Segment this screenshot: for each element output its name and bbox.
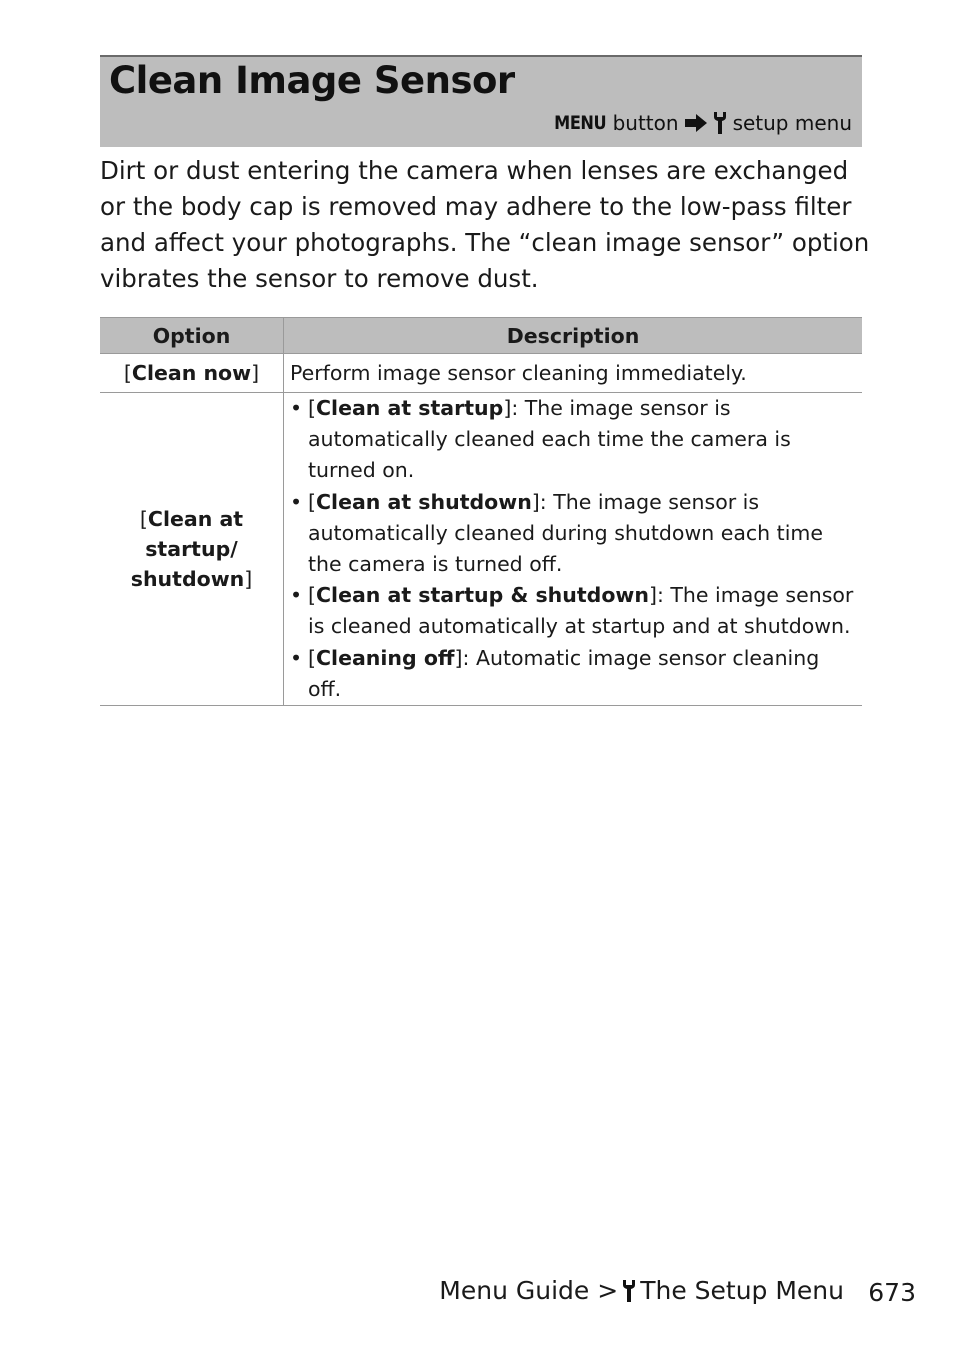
column-header-option: Option xyxy=(100,318,284,354)
menu-path xyxy=(545,111,852,135)
table-header-row xyxy=(100,318,862,354)
intro-paragraph: Dirt or dust entering the camera when lenses are exchanged or the body cap is removed may adhere to the low-pass filter and affect your photographs. The “clean image sensor” option vibrates the sensor to remove dust. xyxy=(100,156,870,293)
option-name-line1: Clean at xyxy=(147,507,244,532)
footer-section: Menu Guide > xyxy=(439,1276,619,1305)
option-name-line2: startup/ xyxy=(145,537,238,562)
list-item: • [Clean at startup & shutdown]: The image sensor is cleaned automatically at startup and at shutdown. xyxy=(290,580,856,642)
footer-breadcrumb xyxy=(439,1276,844,1305)
header-band xyxy=(100,55,862,147)
bullet-label: Clean at startup & shutdown xyxy=(316,583,649,608)
footer-chapter: The Setup Menu xyxy=(640,1276,844,1305)
menu-button-label: MENU xyxy=(554,112,607,134)
bullet-text: : The image sensor is automatically cleaned during shutdown each time the camera is turned off. xyxy=(308,489,824,577)
list-item: • [Clean at startup]: The image sensor is automatically cleaned each time the camera is turned on. xyxy=(290,393,856,487)
button-word: button xyxy=(612,111,679,135)
option-cell: [Clean at startup/ shutdown] xyxy=(100,393,284,706)
wrench-icon xyxy=(713,112,727,134)
bullet-label: Cleaning off xyxy=(316,645,455,670)
bullet-text: : The image sensor is automatically cleaned each time the camera is turned on. xyxy=(308,396,791,483)
options-table xyxy=(100,317,862,706)
list-item: • [Cleaning off]: Automatic image sensor cleaning off. xyxy=(290,643,856,705)
page-title: Clean Image Sensor xyxy=(109,59,515,102)
page-number: 673 xyxy=(868,1278,916,1307)
column-header-description: Description xyxy=(284,318,863,354)
option-name-line3: shutdown xyxy=(130,567,245,592)
wrench-icon xyxy=(622,1279,636,1303)
list-item: • [Clean at shutdown]: The image sensor is automatically cleaned during shutdown each time the camera is turned off. xyxy=(290,487,856,581)
setup-menu-label: setup menu xyxy=(732,111,852,135)
arrow-right-icon xyxy=(685,114,707,132)
table-row xyxy=(100,354,862,393)
bullet-text: : Automatic image sensor cleaning off. xyxy=(308,645,820,701)
bullet-label: Clean at startup xyxy=(316,396,504,420)
table-row xyxy=(100,393,862,706)
description-cell xyxy=(284,393,863,706)
description-cell: Perform image sensor cleaning immediately. xyxy=(284,354,863,393)
bullet-text: : The image sensor is cleaned automatically at startup and at shutdown. xyxy=(308,583,854,639)
option-name: Clean now xyxy=(131,361,252,385)
bullet-list xyxy=(290,393,856,705)
option-cell: [Clean now] xyxy=(100,354,284,393)
bullet-label: Clean at shutdown xyxy=(316,489,532,514)
